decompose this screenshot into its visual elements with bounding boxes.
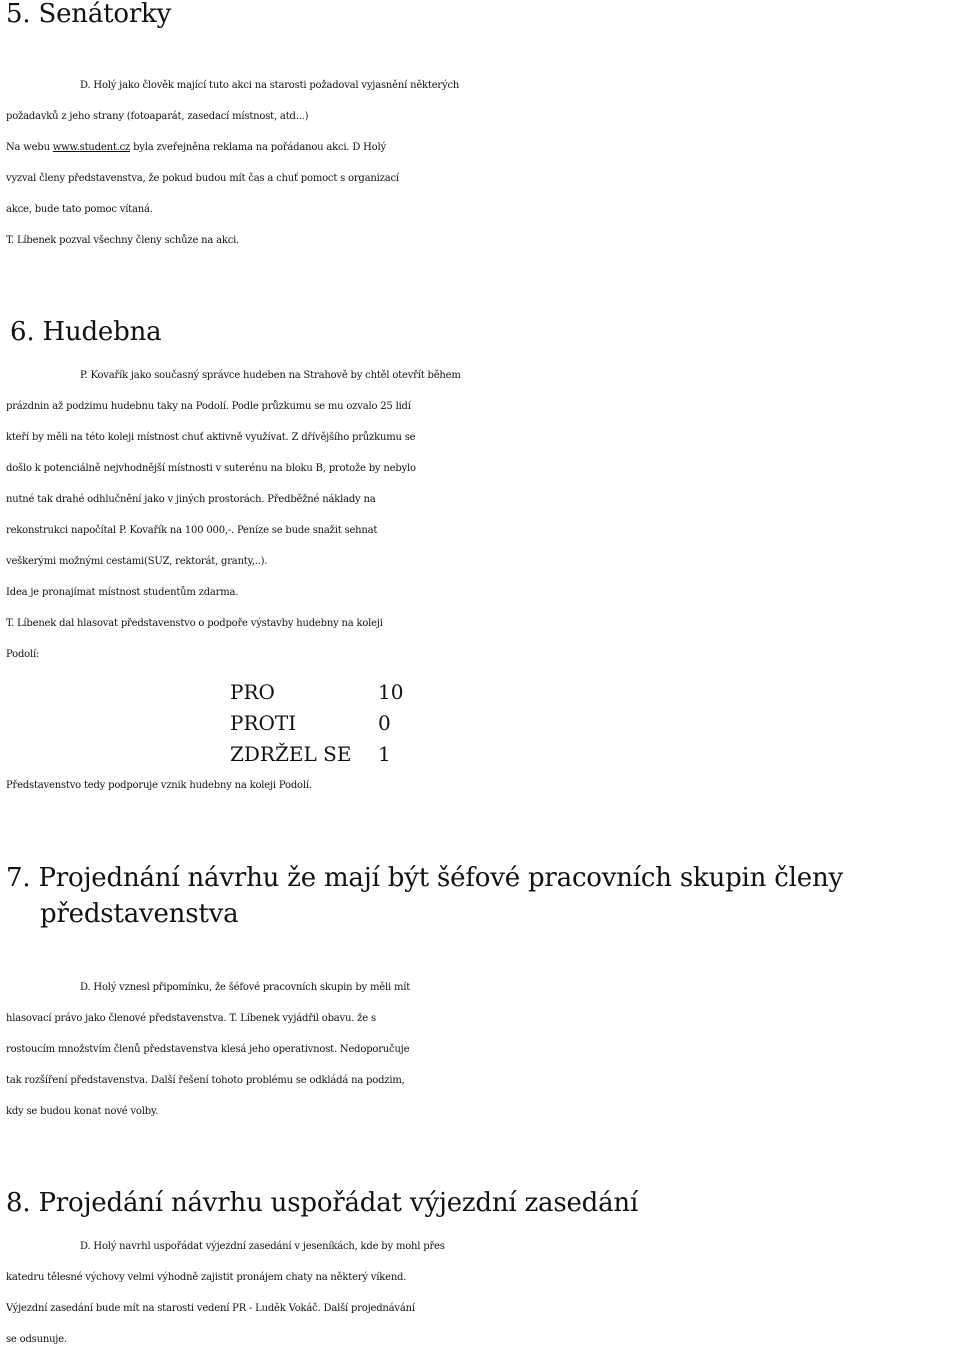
paragraph-line: katedru tělesné výchovy velmi výhodně zajistit pronájem chaty na některý víkend. — [6, 1272, 407, 1283]
section-7-body — [6, 972, 960, 1127]
section-7-heading — [6, 860, 843, 932]
paragraph-line: rekonstrukci napočítal P. Kovařík na 100 000,-. Peníze se bude snažit sehnat — [6, 525, 378, 536]
heading-line: 7. Projednání návrhu že mají být šéfové pracovních skupin členy — [6, 863, 843, 893]
paragraph-line: tak rozšíření představenstva. Další řešení tohoto problému se odkládá na podzim, — [6, 1075, 405, 1086]
vote-label: PRO — [230, 680, 275, 704]
section-5-heading: 5. Senátorky — [6, 0, 172, 29]
vote-row-zdrzel — [230, 739, 391, 770]
link-suffix: byla zveřejněna reklama na pořádanou akci. D Holý — [130, 142, 386, 153]
paragraph-line: požadavků z jeho strany (fotoaparát, zasedací místnost, atd...) — [6, 111, 309, 122]
paragraph-line: Představenstvo tedy podporuje vznik hudebny na koleji Podolí. — [6, 780, 312, 791]
vote-count: 1 — [378, 742, 391, 766]
vote-conclusion — [6, 770, 960, 801]
paragraph-line: akce, bude tato pomoc vítaná. — [6, 204, 153, 215]
paragraph-line: Idea je pronajímat místnost studentům zdarma. — [6, 587, 239, 598]
section-6-body — [6, 360, 960, 670]
paragraph-line: D. Holý vznesl připomínku, že šéfové pracovních skupin by měli mít — [80, 982, 411, 993]
paragraph-line — [6, 132, 960, 163]
paragraph-line: T. Líbenek dal hlasovat představenstvo o podpoře výstavby hudebny na koleji — [6, 618, 383, 629]
vote-label: ZDRŽEL SE — [230, 742, 352, 766]
paragraph-line: Podolí: — [6, 649, 40, 660]
paragraph-line: kdy se budou konat nové volby. — [6, 1106, 159, 1117]
section-6-heading: 6. Hudebna — [10, 317, 162, 347]
paragraph-line: došlo k potenciálně nejvhodnější místnosti v suterénu na bloku B, protože by nebylo — [6, 463, 416, 474]
paragraph-line: nutné tak drahé odhlučnění jako v jiných prostorách. Předběžné náklady na — [6, 494, 376, 505]
vote-row-proti — [230, 708, 391, 739]
link-prefix: Na webu — [6, 142, 53, 153]
paragraph-line: Výjezdní zasedání bude mít na starosti vedení PR - Luděk Vokáč. Další projednávání — [6, 1303, 415, 1314]
section-5-body — [6, 70, 960, 256]
paragraph-line: se odsunuje. — [6, 1334, 67, 1345]
paragraph-line: vyzval členy představenstva, že pokud budou mít čas a chuť pomoct s organizací — [6, 173, 399, 184]
heading-line: představenstva — [40, 899, 239, 929]
paragraph-line: hlasovací právo jako členové představenstva. T. Líbenek vyjádřil obavu. že s — [6, 1013, 376, 1024]
vote-count: 10 — [378, 680, 404, 704]
paragraph-line: D. Holý jako člověk mající tuto akci na starosti požadoval vyjasnění některých — [80, 80, 460, 91]
paragraph-line: veškerými možnými cestami(SUZ, rektorát, granty,..). — [6, 556, 268, 567]
section-8-body — [6, 1231, 960, 1355]
vote-count: 0 — [378, 711, 391, 735]
vote-label: PROTI — [230, 711, 297, 735]
paragraph-line: P. Kovařík jako současný správce hudeben na Strahově by chtěl otevřít během — [80, 370, 461, 381]
section-8-heading: 8. Projedání návrhu uspořádat výjezdní zasedání — [6, 1188, 639, 1218]
vote-row-pro — [230, 677, 403, 708]
paragraph-line: D. Holý navrhl uspořádat výjezdní zasedání v jeseníkách, kde by mohl přes — [80, 1241, 445, 1252]
website-link[interactable]: www.student.cz — [52, 142, 131, 153]
paragraph-line: T. Líbenek pozval všechny členy schůze na akci. — [6, 235, 240, 246]
paragraph-line: rostoucím množstvím členů představenstva klesá jeho operativnost. Nedoporučuje — [6, 1044, 410, 1055]
paragraph-line: kteří by měli na této koleji místnost chuť aktivně využívat. Z dřívějšího průzkumu se — [6, 432, 416, 443]
paragraph-line: prázdnin až podzimu hudebnu taky na Podolí. Podle průzkumu se mu ozvalo 25 lidí — [6, 401, 411, 412]
